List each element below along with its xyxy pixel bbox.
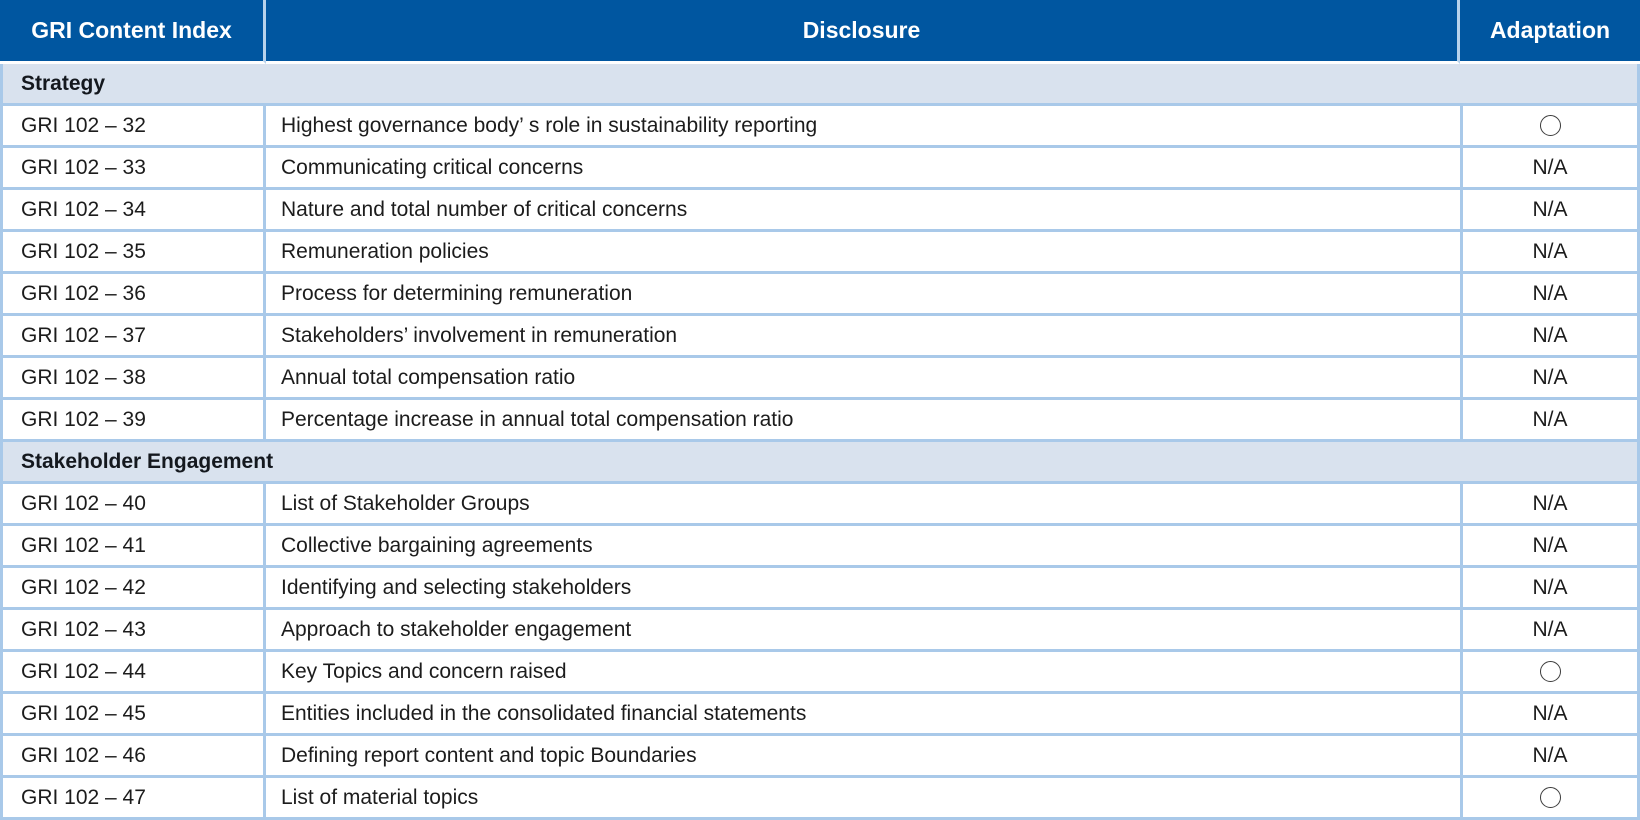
adaptation-cell: N/A xyxy=(1460,694,1640,736)
adaptation-circle-symbol xyxy=(1540,115,1561,136)
table-row xyxy=(0,148,1640,190)
adaptation-cell xyxy=(1460,652,1640,694)
gri-code-cell: GRI 102 – 41 xyxy=(0,526,266,568)
disclosure-cell: List of Stakeholder Groups xyxy=(266,484,1460,526)
header-row xyxy=(0,0,1640,64)
table-row xyxy=(0,736,1640,778)
table-row xyxy=(0,484,1640,526)
adaptation-cell: N/A xyxy=(1460,190,1640,232)
gri-code-cell: GRI 102 – 40 xyxy=(0,484,266,526)
disclosure-cell: Highest governance body’ s role in sustainability reporting xyxy=(266,106,1460,148)
adaptation-cell: N/A xyxy=(1460,568,1640,610)
adaptation-cell: N/A xyxy=(1460,610,1640,652)
disclosure-cell: Key Topics and concern raised xyxy=(266,652,1460,694)
gri-code-cell: GRI 102 – 47 xyxy=(0,778,266,820)
gri-code-cell: GRI 102 – 38 xyxy=(0,358,266,400)
table-row xyxy=(0,652,1640,694)
gri-code-cell: GRI 102 – 44 xyxy=(0,652,266,694)
adaptation-cell: N/A xyxy=(1460,736,1640,778)
section-title: Strategy xyxy=(0,64,1640,106)
section-title: Stakeholder Engagement xyxy=(0,442,1640,484)
adaptation-cell: N/A xyxy=(1460,148,1640,190)
disclosure-cell: Process for determining remuneration xyxy=(266,274,1460,316)
gri-code-cell: GRI 102 – 43 xyxy=(0,610,266,652)
table-row xyxy=(0,106,1640,148)
table-body xyxy=(0,64,1640,820)
adaptation-cell xyxy=(1460,106,1640,148)
table-row xyxy=(0,778,1640,820)
gri-code-cell: GRI 102 – 42 xyxy=(0,568,266,610)
disclosure-cell: Percentage increase in annual total compensation ratio xyxy=(266,400,1460,442)
gri-code-cell: GRI 102 – 33 xyxy=(0,148,266,190)
table-row xyxy=(0,400,1640,442)
col-header-gri-content-index: GRI Content Index xyxy=(0,0,266,64)
table-row xyxy=(0,568,1640,610)
table-row xyxy=(0,232,1640,274)
adaptation-cell: N/A xyxy=(1460,484,1640,526)
gri-code-cell: GRI 102 – 35 xyxy=(0,232,266,274)
table-row xyxy=(0,316,1640,358)
section-header-row xyxy=(0,64,1640,106)
table-row xyxy=(0,526,1640,568)
disclosure-cell: Defining report content and topic Boundaries xyxy=(266,736,1460,778)
table-header xyxy=(0,0,1640,64)
disclosure-cell: Communicating critical concerns xyxy=(266,148,1460,190)
adaptation-cell: N/A xyxy=(1460,358,1640,400)
adaptation-cell: N/A xyxy=(1460,526,1640,568)
disclosure-cell: Approach to stakeholder engagement xyxy=(266,610,1460,652)
adaptation-cell: N/A xyxy=(1460,316,1640,358)
table-row xyxy=(0,358,1640,400)
adaptation-cell: N/A xyxy=(1460,232,1640,274)
table-row xyxy=(0,190,1640,232)
col-header-adaptation: Adaptation xyxy=(1460,0,1640,64)
adaptation-circle-symbol xyxy=(1540,787,1561,808)
adaptation-cell xyxy=(1460,778,1640,820)
disclosure-cell: Entities included in the consolidated financial statements xyxy=(266,694,1460,736)
table-row xyxy=(0,694,1640,736)
gri-code-cell: GRI 102 – 34 xyxy=(0,190,266,232)
section-header-row xyxy=(0,442,1640,484)
adaptation-cell: N/A xyxy=(1460,400,1640,442)
gri-code-cell: GRI 102 – 36 xyxy=(0,274,266,316)
table-row xyxy=(0,610,1640,652)
gri-code-cell: GRI 102 – 32 xyxy=(0,106,266,148)
table-row xyxy=(0,274,1640,316)
disclosure-cell: List of material topics xyxy=(266,778,1460,820)
adaptation-circle-symbol xyxy=(1540,661,1561,682)
gri-code-cell: GRI 102 – 37 xyxy=(0,316,266,358)
gri-code-cell: GRI 102 – 39 xyxy=(0,400,266,442)
disclosure-cell: Identifying and selecting stakeholders xyxy=(266,568,1460,610)
col-header-disclosure: Disclosure xyxy=(266,0,1460,64)
disclosure-cell: Nature and total number of critical concerns xyxy=(266,190,1460,232)
gri-code-cell: GRI 102 – 46 xyxy=(0,736,266,778)
disclosure-cell: Annual total compensation ratio xyxy=(266,358,1460,400)
disclosure-cell: Remuneration policies xyxy=(266,232,1460,274)
adaptation-cell: N/A xyxy=(1460,274,1640,316)
disclosure-cell: Stakeholders’ involvement in remuneration xyxy=(266,316,1460,358)
gri-code-cell: GRI 102 – 45 xyxy=(0,694,266,736)
disclosure-cell: Collective bargaining agreements xyxy=(266,526,1460,568)
